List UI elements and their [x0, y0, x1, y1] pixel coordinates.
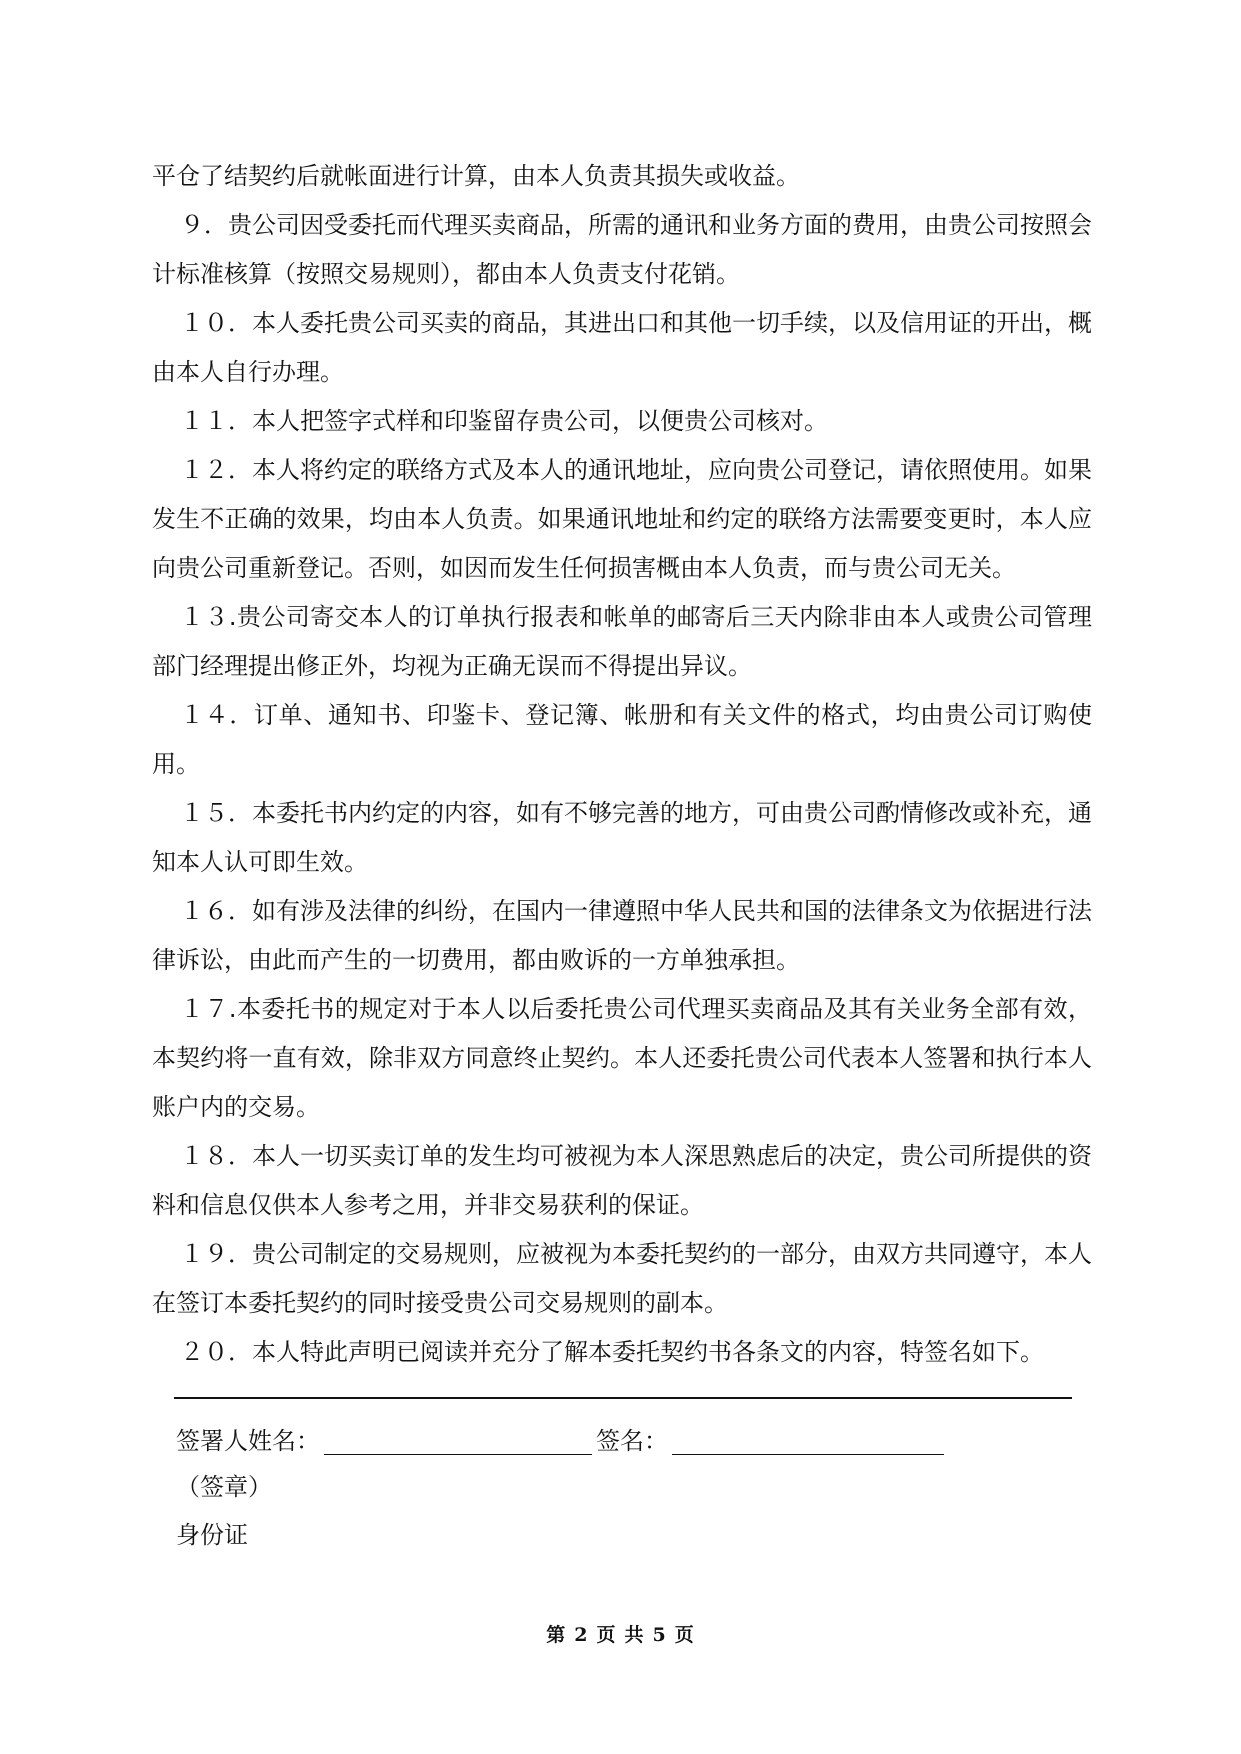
clause-paragraph: １７.本委托书的规定对于本人以后委托贵公司代理买卖商品及其有关业务全部有效，本契约将一直有效，除非双方同意终止契约。本人还委托贵公司代表本人签署和执行本人账户内的交易。	[152, 995, 1092, 1121]
signature-divider	[174, 1397, 1072, 1399]
document-body	[152, 152, 1092, 1377]
footer-suffix: 页	[674, 1624, 695, 1646]
clause-paragraph: １４．订单、通知书、印鉴卡、登记簿、帐册和有关文件的格式，均由贵公司订购使用。	[152, 701, 1092, 778]
seal-label: （签章）	[176, 1473, 272, 1501]
id-card-label: 身份证	[176, 1521, 248, 1549]
sign-blank[interactable]	[672, 1426, 944, 1455]
clause-paragraph: １２．本人将约定的联络方式及本人的通讯地址，应向贵公司登记，请依照使用。如果发生不正确的效果，均由本人负责。如果通讯地址和约定的联络方法需要变更时，本人应向贵公司重新登记。否则，如因而发生任何损害概由本人负责，而与贵公司无关。	[152, 456, 1092, 582]
footer-page-number: 2	[574, 1624, 589, 1646]
clause-paragraph: １３.贵公司寄交本人的订单执行报表和帐单的邮寄后三天内除非由本人或贵公司管理部门经理提出修正外，均视为正确无误而不得提出异议。	[152, 603, 1092, 680]
clause-paragraph: １６．如有涉及法律的纠纷，在国内一律遵照中华人民共和国的法律条文为依据进行法律诉讼，由此而产生的一切费用，都由败诉的一方单独承担。	[152, 897, 1092, 974]
signature-row	[176, 1421, 948, 1461]
sign-label: 签名：	[596, 1427, 668, 1455]
signer-name-blank[interactable]	[324, 1426, 592, 1455]
footer-total-word: 共	[624, 1624, 645, 1646]
page-footer	[0, 1620, 1241, 1647]
clause-paragraph: ９．贵公司因受委托而代理买卖商品，所需的通讯和业务方面的费用，由贵公司按照会计标准核算（按照交易规则），都由本人负责支付花销。	[152, 211, 1092, 288]
footer-total-pages: 5	[652, 1624, 667, 1646]
footer-prefix: 第	[546, 1624, 567, 1646]
clause-paragraph: ２０．本人特此声明已阅读并充分了解本委托契约书各条文的内容，特签名如下。	[180, 1338, 1044, 1366]
footer-page-word: 页	[596, 1624, 617, 1646]
signer-name-label: 签署人姓名：	[176, 1427, 320, 1455]
clause-paragraph: １１．本人把签字式样和印鉴留存贵公司，以便贵公司核对。	[180, 407, 828, 435]
clause-paragraph: １８．本人一切买卖订单的发生均可被视为本人深思熟虑后的决定，贵公司所提供的资料和信息仅供本人参考之用，并非交易获利的保证。	[152, 1142, 1092, 1219]
clause-paragraph: １０．本人委托贵公司买卖的商品，其进出口和其他一切手续，以及信用证的开出，概由本人自行办理。	[152, 309, 1092, 386]
clause-paragraph: １５．本委托书内约定的内容，如有不够完善的地方，可由贵公司酌情修改或补充，通知本人认可即生效。	[152, 799, 1092, 876]
clause-paragraph: 平仓了结契约后就帐面进行计算，由本人负责其损失或收益。	[152, 162, 800, 190]
clause-paragraph: １９．贵公司制定的交易规则，应被视为本委托契约的一部分，由双方共同遵守，本人在签订本委托契约的同时接受贵公司交易规则的副本。	[152, 1240, 1092, 1317]
